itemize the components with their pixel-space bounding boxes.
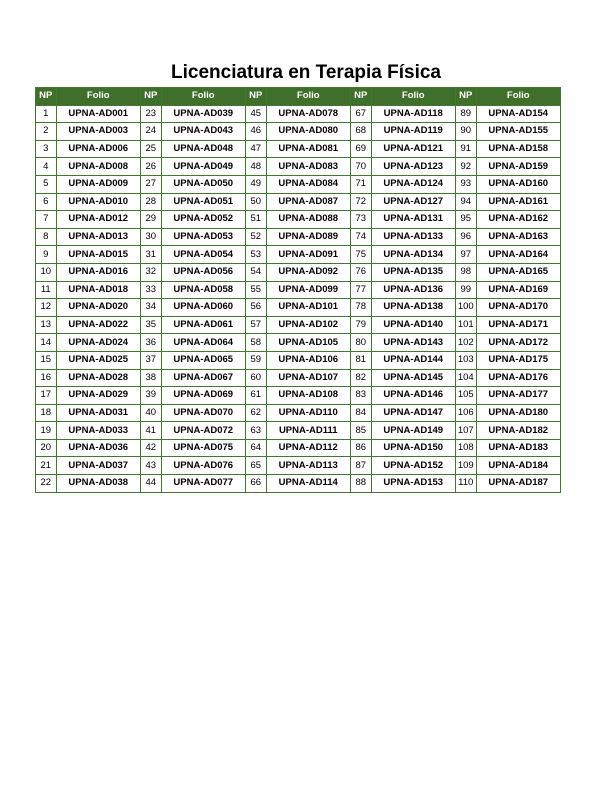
folio-cell: UPNA-AD067 bbox=[161, 369, 246, 387]
table-row bbox=[36, 105, 561, 123]
table-row bbox=[36, 123, 561, 141]
folio-cell: UPNA-AD051 bbox=[161, 193, 246, 211]
folio-cell: UPNA-AD043 bbox=[161, 123, 246, 141]
np-cell: 91 bbox=[456, 140, 477, 158]
folio-cell: UPNA-AD153 bbox=[371, 475, 456, 493]
table-row bbox=[36, 351, 561, 369]
folio-cell: UPNA-AD001 bbox=[56, 105, 141, 123]
np-cell: 21 bbox=[36, 457, 57, 475]
np-cell: 60 bbox=[246, 369, 267, 387]
folio-cell: UPNA-AD075 bbox=[161, 439, 246, 457]
np-cell: 54 bbox=[246, 263, 267, 281]
np-cell: 101 bbox=[456, 316, 477, 334]
np-cell: 56 bbox=[246, 299, 267, 317]
np-cell: 81 bbox=[351, 351, 372, 369]
folio-cell: UPNA-AD060 bbox=[161, 299, 246, 317]
folio-cell: UPNA-AD175 bbox=[476, 351, 561, 369]
folio-cell: UPNA-AD099 bbox=[266, 281, 351, 299]
table-body bbox=[36, 105, 561, 492]
folio-cell: UPNA-AD147 bbox=[371, 404, 456, 422]
folio-cell: UPNA-AD107 bbox=[266, 369, 351, 387]
folio-cell: UPNA-AD121 bbox=[371, 140, 456, 158]
folio-cell: UPNA-AD012 bbox=[56, 211, 141, 229]
folio-cell: UPNA-AD114 bbox=[266, 475, 351, 493]
folio-cell: UPNA-AD127 bbox=[371, 193, 456, 211]
np-cell: 102 bbox=[456, 334, 477, 352]
np-cell: 64 bbox=[246, 439, 267, 457]
column-header-np: NP bbox=[351, 88, 372, 106]
folio-cell: UPNA-AD106 bbox=[266, 351, 351, 369]
np-cell: 100 bbox=[456, 299, 477, 317]
folio-table bbox=[35, 87, 561, 493]
np-cell: 76 bbox=[351, 263, 372, 281]
folio-cell: UPNA-AD177 bbox=[476, 387, 561, 405]
folio-cell: UPNA-AD016 bbox=[56, 263, 141, 281]
folio-cell: UPNA-AD108 bbox=[266, 387, 351, 405]
np-cell: 47 bbox=[246, 140, 267, 158]
np-cell: 43 bbox=[141, 457, 162, 475]
np-cell: 8 bbox=[36, 228, 57, 246]
folio-cell: UPNA-AD149 bbox=[371, 422, 456, 440]
folio-cell: UPNA-AD165 bbox=[476, 263, 561, 281]
np-cell: 12 bbox=[36, 299, 57, 317]
folio-cell: UPNA-AD088 bbox=[266, 211, 351, 229]
table-row bbox=[36, 175, 561, 193]
folio-cell: UPNA-AD038 bbox=[56, 475, 141, 493]
np-cell: 69 bbox=[351, 140, 372, 158]
folio-cell: UPNA-AD009 bbox=[56, 175, 141, 193]
folio-cell: UPNA-AD050 bbox=[161, 175, 246, 193]
np-cell: 28 bbox=[141, 193, 162, 211]
table-row bbox=[36, 263, 561, 281]
np-cell: 95 bbox=[456, 211, 477, 229]
folio-cell: UPNA-AD143 bbox=[371, 334, 456, 352]
folio-cell: UPNA-AD069 bbox=[161, 387, 246, 405]
table-row bbox=[36, 228, 561, 246]
folio-cell: UPNA-AD169 bbox=[476, 281, 561, 299]
np-cell: 108 bbox=[456, 439, 477, 457]
np-cell: 24 bbox=[141, 123, 162, 141]
np-cell: 5 bbox=[36, 175, 57, 193]
folio-cell: UPNA-AD110 bbox=[266, 404, 351, 422]
folio-cell: UPNA-AD008 bbox=[56, 158, 141, 176]
np-cell: 53 bbox=[246, 246, 267, 264]
np-cell: 63 bbox=[246, 422, 267, 440]
table-header-row bbox=[36, 88, 561, 106]
folio-cell: UPNA-AD180 bbox=[476, 404, 561, 422]
folio-cell: UPNA-AD061 bbox=[161, 316, 246, 334]
np-cell: 29 bbox=[141, 211, 162, 229]
folio-cell: UPNA-AD162 bbox=[476, 211, 561, 229]
folio-cell: UPNA-AD020 bbox=[56, 299, 141, 317]
np-cell: 55 bbox=[246, 281, 267, 299]
folio-cell: UPNA-AD172 bbox=[476, 334, 561, 352]
folio-cell: UPNA-AD031 bbox=[56, 404, 141, 422]
table-row bbox=[36, 369, 561, 387]
folio-cell: UPNA-AD072 bbox=[161, 422, 246, 440]
np-cell: 89 bbox=[456, 105, 477, 123]
folio-cell: UPNA-AD028 bbox=[56, 369, 141, 387]
folio-cell: UPNA-AD102 bbox=[266, 316, 351, 334]
folio-cell: UPNA-AD150 bbox=[371, 439, 456, 457]
table-row bbox=[36, 316, 561, 334]
folio-cell: UPNA-AD144 bbox=[371, 351, 456, 369]
folio-cell: UPNA-AD022 bbox=[56, 316, 141, 334]
folio-cell: UPNA-AD135 bbox=[371, 263, 456, 281]
np-cell: 16 bbox=[36, 369, 57, 387]
table-row bbox=[36, 439, 561, 457]
np-cell: 22 bbox=[36, 475, 57, 493]
np-cell: 33 bbox=[141, 281, 162, 299]
np-cell: 37 bbox=[141, 351, 162, 369]
folio-cell: UPNA-AD092 bbox=[266, 263, 351, 281]
np-cell: 45 bbox=[246, 105, 267, 123]
folio-cell: UPNA-AD052 bbox=[161, 211, 246, 229]
folio-cell: UPNA-AD133 bbox=[371, 228, 456, 246]
np-cell: 57 bbox=[246, 316, 267, 334]
folio-cell: UPNA-AD033 bbox=[56, 422, 141, 440]
folio-cell: UPNA-AD089 bbox=[266, 228, 351, 246]
folio-cell: UPNA-AD056 bbox=[161, 263, 246, 281]
np-cell: 109 bbox=[456, 457, 477, 475]
np-cell: 73 bbox=[351, 211, 372, 229]
np-cell: 40 bbox=[141, 404, 162, 422]
folio-cell: UPNA-AD039 bbox=[161, 105, 246, 123]
folio-cell: UPNA-AD018 bbox=[56, 281, 141, 299]
folio-cell: UPNA-AD131 bbox=[371, 211, 456, 229]
np-cell: 87 bbox=[351, 457, 372, 475]
folio-cell: UPNA-AD084 bbox=[266, 175, 351, 193]
folio-cell: UPNA-AD113 bbox=[266, 457, 351, 475]
np-cell: 14 bbox=[36, 334, 57, 352]
np-cell: 66 bbox=[246, 475, 267, 493]
folio-cell: UPNA-AD105 bbox=[266, 334, 351, 352]
np-cell: 52 bbox=[246, 228, 267, 246]
folio-cell: UPNA-AD155 bbox=[476, 123, 561, 141]
column-header-folio: Folio bbox=[266, 88, 351, 106]
np-cell: 7 bbox=[36, 211, 57, 229]
folio-cell: UPNA-AD058 bbox=[161, 281, 246, 299]
table-row bbox=[36, 211, 561, 229]
np-cell: 92 bbox=[456, 158, 477, 176]
np-cell: 80 bbox=[351, 334, 372, 352]
np-cell: 110 bbox=[456, 475, 477, 493]
folio-cell: UPNA-AD024 bbox=[56, 334, 141, 352]
np-cell: 26 bbox=[141, 158, 162, 176]
np-cell: 79 bbox=[351, 316, 372, 334]
np-cell: 17 bbox=[36, 387, 57, 405]
np-cell: 19 bbox=[36, 422, 57, 440]
np-cell: 70 bbox=[351, 158, 372, 176]
np-cell: 86 bbox=[351, 439, 372, 457]
np-cell: 62 bbox=[246, 404, 267, 422]
folio-cell: UPNA-AD064 bbox=[161, 334, 246, 352]
np-cell: 46 bbox=[246, 123, 267, 141]
column-header-np: NP bbox=[246, 88, 267, 106]
np-cell: 13 bbox=[36, 316, 57, 334]
folio-cell: UPNA-AD159 bbox=[476, 158, 561, 176]
np-cell: 67 bbox=[351, 105, 372, 123]
folio-cell: UPNA-AD111 bbox=[266, 422, 351, 440]
np-cell: 50 bbox=[246, 193, 267, 211]
np-cell: 94 bbox=[456, 193, 477, 211]
folio-cell: UPNA-AD081 bbox=[266, 140, 351, 158]
np-cell: 6 bbox=[36, 193, 57, 211]
folio-cell: UPNA-AD054 bbox=[161, 246, 246, 264]
np-cell: 39 bbox=[141, 387, 162, 405]
np-cell: 38 bbox=[141, 369, 162, 387]
folio-cell: UPNA-AD080 bbox=[266, 123, 351, 141]
np-cell: 4 bbox=[36, 158, 57, 176]
np-cell: 77 bbox=[351, 281, 372, 299]
np-cell: 36 bbox=[141, 334, 162, 352]
np-cell: 106 bbox=[456, 404, 477, 422]
folio-cell: UPNA-AD154 bbox=[476, 105, 561, 123]
np-cell: 42 bbox=[141, 439, 162, 457]
np-cell: 98 bbox=[456, 263, 477, 281]
column-header-np: NP bbox=[36, 88, 57, 106]
folio-cell: UPNA-AD091 bbox=[266, 246, 351, 264]
table-row bbox=[36, 457, 561, 475]
np-cell: 88 bbox=[351, 475, 372, 493]
folio-cell: UPNA-AD184 bbox=[476, 457, 561, 475]
folio-cell: UPNA-AD037 bbox=[56, 457, 141, 475]
np-cell: 31 bbox=[141, 246, 162, 264]
folio-cell: UPNA-AD140 bbox=[371, 316, 456, 334]
folio-cell: UPNA-AD171 bbox=[476, 316, 561, 334]
np-cell: 61 bbox=[246, 387, 267, 405]
folio-cell: UPNA-AD036 bbox=[56, 439, 141, 457]
folio-cell: UPNA-AD123 bbox=[371, 158, 456, 176]
np-cell: 49 bbox=[246, 175, 267, 193]
np-cell: 72 bbox=[351, 193, 372, 211]
column-header-folio: Folio bbox=[56, 88, 141, 106]
np-cell: 27 bbox=[141, 175, 162, 193]
np-cell: 1 bbox=[36, 105, 57, 123]
np-cell: 18 bbox=[36, 404, 57, 422]
np-cell: 23 bbox=[141, 105, 162, 123]
np-cell: 82 bbox=[351, 369, 372, 387]
np-cell: 44 bbox=[141, 475, 162, 493]
folio-cell: UPNA-AD077 bbox=[161, 475, 246, 493]
folio-cell: UPNA-AD013 bbox=[56, 228, 141, 246]
np-cell: 34 bbox=[141, 299, 162, 317]
folio-cell: UPNA-AD015 bbox=[56, 246, 141, 264]
np-cell: 74 bbox=[351, 228, 372, 246]
np-cell: 35 bbox=[141, 316, 162, 334]
folio-cell: UPNA-AD076 bbox=[161, 457, 246, 475]
folio-cell: UPNA-AD124 bbox=[371, 175, 456, 193]
np-cell: 51 bbox=[246, 211, 267, 229]
folio-cell: UPNA-AD003 bbox=[56, 123, 141, 141]
table-row bbox=[36, 404, 561, 422]
np-cell: 3 bbox=[36, 140, 57, 158]
np-cell: 90 bbox=[456, 123, 477, 141]
folio-cell: UPNA-AD152 bbox=[371, 457, 456, 475]
np-cell: 103 bbox=[456, 351, 477, 369]
table-row bbox=[36, 158, 561, 176]
folio-cell: UPNA-AD065 bbox=[161, 351, 246, 369]
table-row bbox=[36, 475, 561, 493]
np-cell: 25 bbox=[141, 140, 162, 158]
table-row bbox=[36, 422, 561, 440]
table-row bbox=[36, 281, 561, 299]
folio-cell: UPNA-AD083 bbox=[266, 158, 351, 176]
folio-cell: UPNA-AD078 bbox=[266, 105, 351, 123]
folio-cell: UPNA-AD006 bbox=[56, 140, 141, 158]
column-header-folio: Folio bbox=[161, 88, 246, 106]
table-row bbox=[36, 246, 561, 264]
folio-cell: UPNA-AD048 bbox=[161, 140, 246, 158]
folio-cell: UPNA-AD183 bbox=[476, 439, 561, 457]
folio-cell: UPNA-AD070 bbox=[161, 404, 246, 422]
folio-cell: UPNA-AD101 bbox=[266, 299, 351, 317]
table-row bbox=[36, 387, 561, 405]
np-cell: 20 bbox=[36, 439, 57, 457]
np-cell: 15 bbox=[36, 351, 57, 369]
folio-cell: UPNA-AD029 bbox=[56, 387, 141, 405]
np-cell: 59 bbox=[246, 351, 267, 369]
folio-cell: UPNA-AD112 bbox=[266, 439, 351, 457]
np-cell: 75 bbox=[351, 246, 372, 264]
np-cell: 78 bbox=[351, 299, 372, 317]
np-cell: 48 bbox=[246, 158, 267, 176]
folio-cell: UPNA-AD158 bbox=[476, 140, 561, 158]
np-cell: 10 bbox=[36, 263, 57, 281]
np-cell: 97 bbox=[456, 246, 477, 264]
np-cell: 107 bbox=[456, 422, 477, 440]
folio-cell: UPNA-AD025 bbox=[56, 351, 141, 369]
np-cell: 85 bbox=[351, 422, 372, 440]
np-cell: 68 bbox=[351, 123, 372, 141]
table-row bbox=[36, 334, 561, 352]
np-cell: 11 bbox=[36, 281, 57, 299]
folio-cell: UPNA-AD163 bbox=[476, 228, 561, 246]
table-row bbox=[36, 193, 561, 211]
np-cell: 2 bbox=[36, 123, 57, 141]
folio-cell: UPNA-AD146 bbox=[371, 387, 456, 405]
table-row bbox=[36, 299, 561, 317]
folio-cell: UPNA-AD138 bbox=[371, 299, 456, 317]
column-header-np: NP bbox=[141, 88, 162, 106]
folio-cell: UPNA-AD187 bbox=[476, 475, 561, 493]
np-cell: 104 bbox=[456, 369, 477, 387]
column-header-folio: Folio bbox=[476, 88, 561, 106]
np-cell: 32 bbox=[141, 263, 162, 281]
folio-cell: UPNA-AD134 bbox=[371, 246, 456, 264]
folio-cell: UPNA-AD176 bbox=[476, 369, 561, 387]
column-header-np: NP bbox=[456, 88, 477, 106]
np-cell: 58 bbox=[246, 334, 267, 352]
folio-cell: UPNA-AD145 bbox=[371, 369, 456, 387]
folio-cell: UPNA-AD170 bbox=[476, 299, 561, 317]
folio-cell: UPNA-AD010 bbox=[56, 193, 141, 211]
np-cell: 99 bbox=[456, 281, 477, 299]
folio-cell: UPNA-AD136 bbox=[371, 281, 456, 299]
folio-cell: UPNA-AD160 bbox=[476, 175, 561, 193]
column-header-folio: Folio bbox=[371, 88, 456, 106]
np-cell: 105 bbox=[456, 387, 477, 405]
folio-cell: UPNA-AD164 bbox=[476, 246, 561, 264]
np-cell: 84 bbox=[351, 404, 372, 422]
folio-cell: UPNA-AD119 bbox=[371, 123, 456, 141]
page-title: Licenciatura en Terapia Física bbox=[171, 62, 441, 83]
folio-cell: UPNA-AD118 bbox=[371, 105, 456, 123]
np-cell: 41 bbox=[141, 422, 162, 440]
np-cell: 9 bbox=[36, 246, 57, 264]
folio-cell: UPNA-AD087 bbox=[266, 193, 351, 211]
table-row bbox=[36, 140, 561, 158]
folio-cell: UPNA-AD049 bbox=[161, 158, 246, 176]
folio-cell: UPNA-AD182 bbox=[476, 422, 561, 440]
np-cell: 65 bbox=[246, 457, 267, 475]
np-cell: 96 bbox=[456, 228, 477, 246]
np-cell: 83 bbox=[351, 387, 372, 405]
folio-cell: UPNA-AD053 bbox=[161, 228, 246, 246]
folio-cell: UPNA-AD161 bbox=[476, 193, 561, 211]
np-cell: 30 bbox=[141, 228, 162, 246]
np-cell: 71 bbox=[351, 175, 372, 193]
np-cell: 93 bbox=[456, 175, 477, 193]
